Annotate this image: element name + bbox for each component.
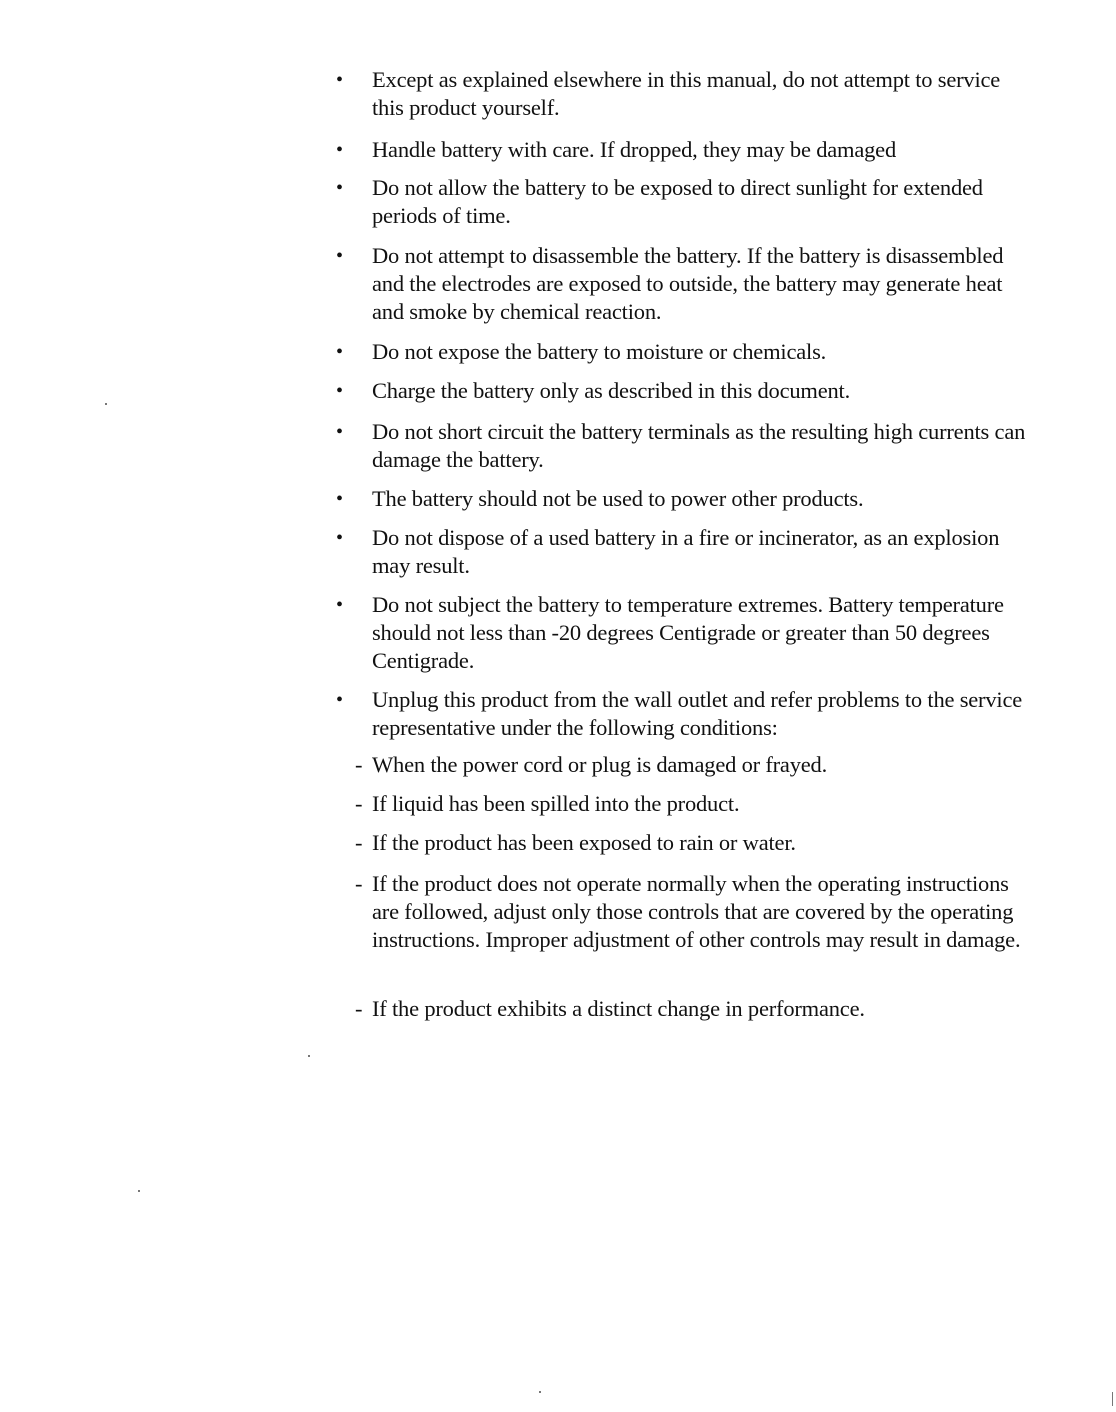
bullet-text: Do not allow the battery to be exposed to direct sunlight for extended periods of time.	[372, 175, 983, 228]
scan-speck	[138, 1190, 140, 1192]
safety-bullet	[336, 338, 1032, 366]
dash-marker: -	[355, 996, 363, 1021]
condition-text: When the power cord or plug is damaged or frayed.	[372, 752, 828, 777]
bullet-marker: •	[336, 421, 343, 443]
bullet-text: Do not attempt to disassemble the battery. If the battery is disassembled and the electrodes are exposed to outside, the battery may generate heat and smoke by chemical reaction.	[372, 243, 1004, 324]
scan-speck	[539, 1391, 541, 1393]
bullet-marker: •	[336, 380, 343, 402]
scan-edge-mark	[1112, 1392, 1113, 1406]
bullet-marker: •	[336, 245, 343, 267]
dash-marker: -	[355, 791, 363, 816]
bullet-marker: •	[336, 341, 343, 363]
dash-marker: -	[355, 871, 363, 896]
condition-item	[355, 829, 1032, 857]
safety-bullet	[336, 66, 1032, 122]
condition-item	[355, 790, 1032, 818]
bullet-text: The battery should not be used to power other products.	[372, 486, 864, 511]
safety-bullet	[336, 485, 1032, 513]
safety-bullet	[336, 591, 1032, 675]
safety-bullet	[336, 242, 1032, 326]
bullet-text: Handle battery with care. If dropped, they may be damaged	[372, 137, 897, 162]
safety-bullet	[336, 174, 1032, 230]
bullet-text: Do not subject the battery to temperature extremes. Battery temperature should not less than -20 degrees Centigrade or greater than 50 degrees Centigrade.	[372, 592, 1004, 673]
condition-text: If the product exhibits a distinct change in performance.	[372, 996, 865, 1021]
bullet-marker: •	[336, 594, 343, 616]
condition-item	[355, 995, 1032, 1023]
bullet-marker: •	[336, 488, 343, 510]
condition-item	[355, 870, 1032, 954]
bullet-marker: •	[336, 527, 343, 549]
scan-speck	[105, 403, 107, 405]
dash-marker: -	[355, 830, 363, 855]
bullet-marker: •	[336, 177, 343, 199]
condition-text: If the product has been exposed to rain or water.	[372, 830, 796, 855]
scan-speck	[308, 1055, 310, 1057]
safety-bullet	[336, 377, 1032, 405]
bullet-text: Except as explained elsewhere in this manual, do not attempt to service this product yourself.	[372, 67, 1001, 120]
bullet-marker: •	[336, 139, 343, 161]
bullet-marker: •	[336, 69, 343, 91]
condition-text: If the product does not operate normally when the operating instructions are followed, adjust only those controls that are covered by the operating instructions. Improper adjustment of other controls may result in damage.	[372, 871, 1021, 952]
bullet-text: Do not dispose of a used battery in a fire or incinerator, as an explosion may result.	[372, 525, 1000, 578]
safety-bullet	[336, 686, 1032, 742]
bullet-text: Charge the battery only as described in this document.	[372, 378, 851, 403]
bullet-marker: •	[336, 689, 343, 711]
dash-marker: -	[355, 752, 363, 777]
bullet-text: Do not expose the battery to moisture or chemicals.	[372, 339, 827, 364]
bullet-text: Do not short circuit the battery terminals as the resulting high currents can damage the battery.	[372, 419, 1026, 472]
condition-text: If liquid has been spilled into the product.	[372, 791, 740, 816]
condition-item	[355, 751, 1032, 779]
safety-bullet	[336, 136, 1032, 164]
safety-bullet	[336, 524, 1032, 580]
bullet-text: Unplug this product from the wall outlet and refer problems to the service representative under the following conditions:	[372, 687, 1023, 740]
safety-bullet	[336, 418, 1032, 474]
